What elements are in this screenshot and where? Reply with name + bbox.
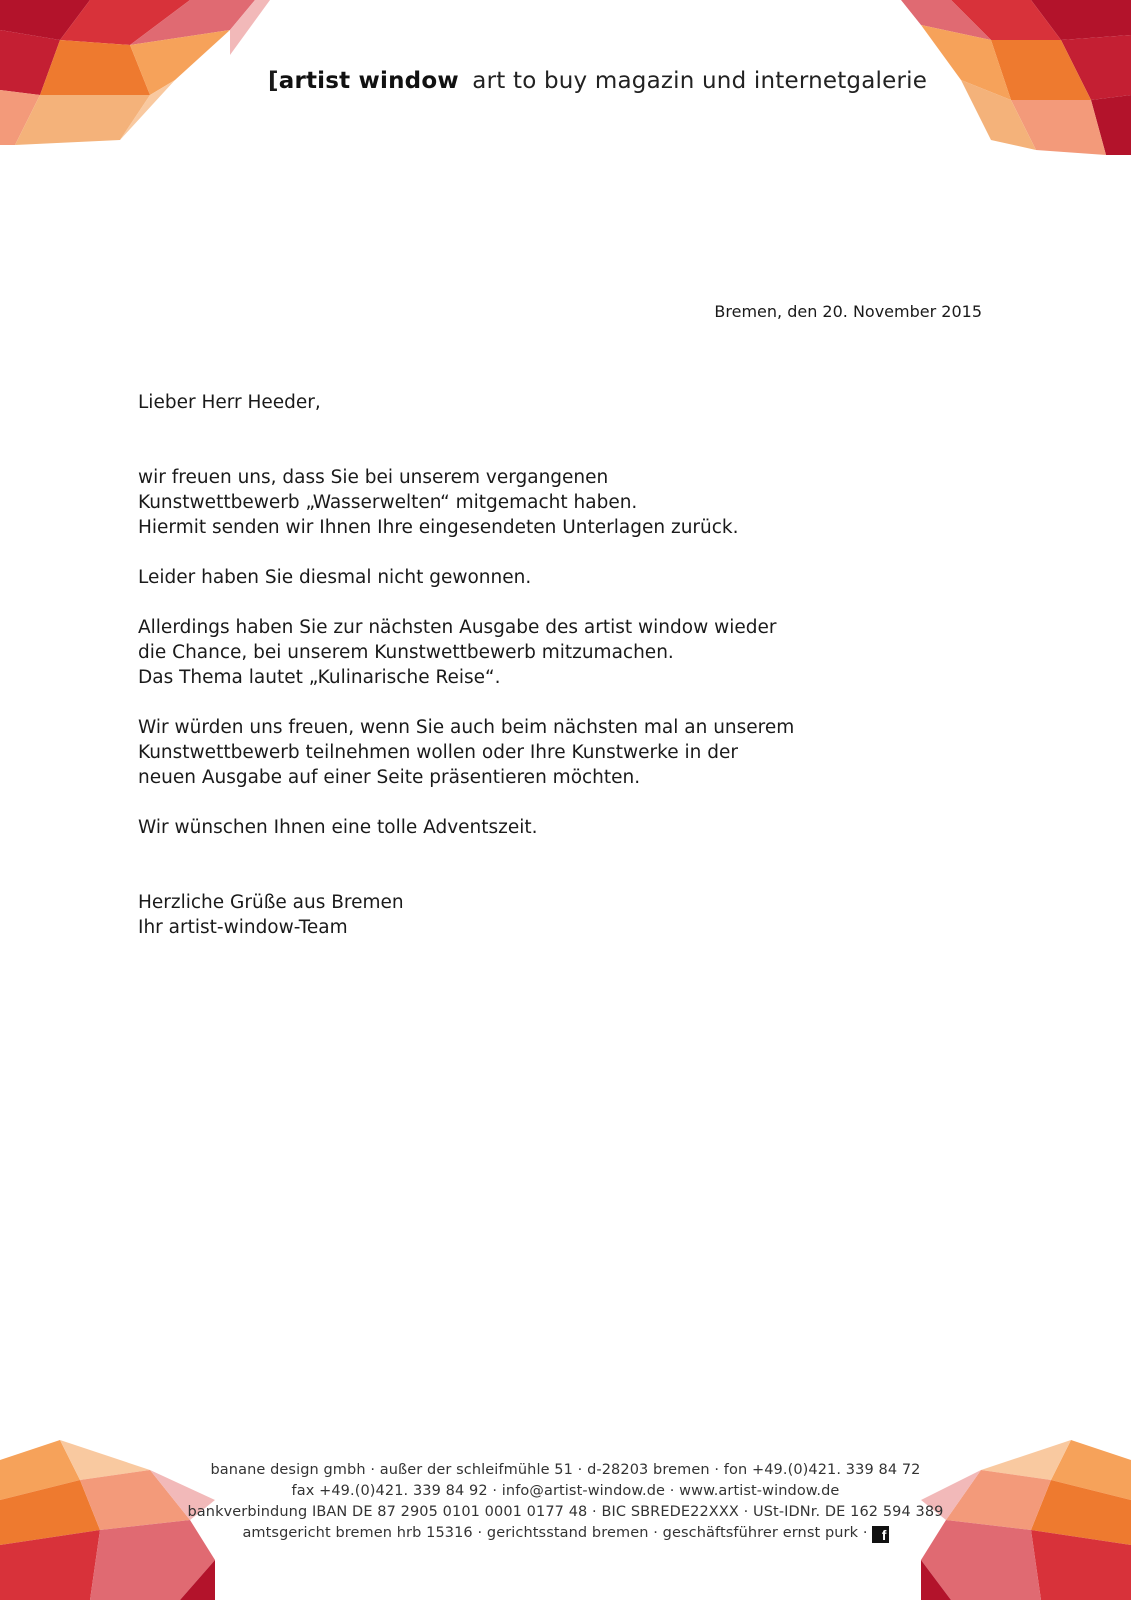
paragraph-invitation [138, 715, 858, 790]
paragraph-intro [138, 465, 858, 540]
paragraph-line: wir freuen uns, dass Sie bei unserem vergangenen [138, 467, 609, 488]
closing [138, 890, 858, 940]
paragraph-line: neuen Ausgabe auf einer Seite präsentieren möchten. [138, 767, 641, 788]
paragraph-line: die Chance, bei unserem Kunstwettbewerb mitzumachen. [138, 642, 674, 663]
paragraph-line: Leider haben Sie diesmal nicht gewonnen. [138, 567, 532, 588]
brand-bracket: [ [268, 68, 279, 94]
footer-contact: fax +49.(0)421. 339 84 92 · info@artist-window.de · www.artist-window.de [291, 1483, 840, 1499]
paragraph-next-contest [138, 615, 858, 690]
paragraph-line: Das Thema lautet „Kulinarische Reise“. [138, 667, 501, 688]
letter-date: Bremen, den 20. November 2015 [714, 302, 982, 321]
salutation: Lieber Herr Heeder, [138, 392, 321, 413]
footer-bank: bankverbindung IBAN DE 87 2905 0101 0001 0177 48 · BIC SBREDE22XXX · USt-IDNr. DE 162 594 389 [187, 1504, 944, 1520]
paragraph-wish [138, 815, 858, 840]
footer-legal-text: amtsgericht bremen hrb 15316 · gerichtsstand bremen · geschäftsführer ernst purk · [242, 1525, 868, 1541]
brand-tagline: art to buy magazin und internetgalerie [472, 68, 928, 94]
paragraph-line: Hiermit senden wir Ihnen Ihre eingesendeten Unterlagen zurück. [138, 517, 739, 538]
paragraph-line: Wir würden uns freuen, wenn Sie auch beim nächsten mal an unserem [138, 717, 795, 738]
paragraph-line: Kunstwettbewerb „Wasserwelten“ mitgemacht haben. [138, 492, 638, 513]
decorative-corner-top-left [0, 0, 270, 150]
paragraph-line: Allerdings haben Sie zur nächsten Ausgabe des artist window wieder [138, 617, 777, 638]
signature-line: Ihr artist-window-Team [138, 917, 348, 938]
letterhead [268, 68, 927, 94]
footer [0, 1460, 1131, 1544]
brand-name: artist window [278, 68, 459, 94]
paragraph-line: Kunstwettbewerb teilnehmen wollen oder Ihre Kunstwerke in der [138, 742, 738, 763]
paragraph-line: Wir wünschen Ihnen eine tolle Adventszeit. [138, 817, 538, 838]
facebook-icon: f [872, 1526, 889, 1543]
closing-line: Herzliche Grüße aus Bremen [138, 892, 404, 913]
letter-body [138, 390, 858, 940]
footer-address: banane design gmbh · außer der schleifmühle 51 · d-28203 bremen · fon +49.(0)421. 339 84 72 [210, 1462, 921, 1478]
footer-legal [0, 1523, 1131, 1544]
paragraph-result [138, 565, 858, 590]
